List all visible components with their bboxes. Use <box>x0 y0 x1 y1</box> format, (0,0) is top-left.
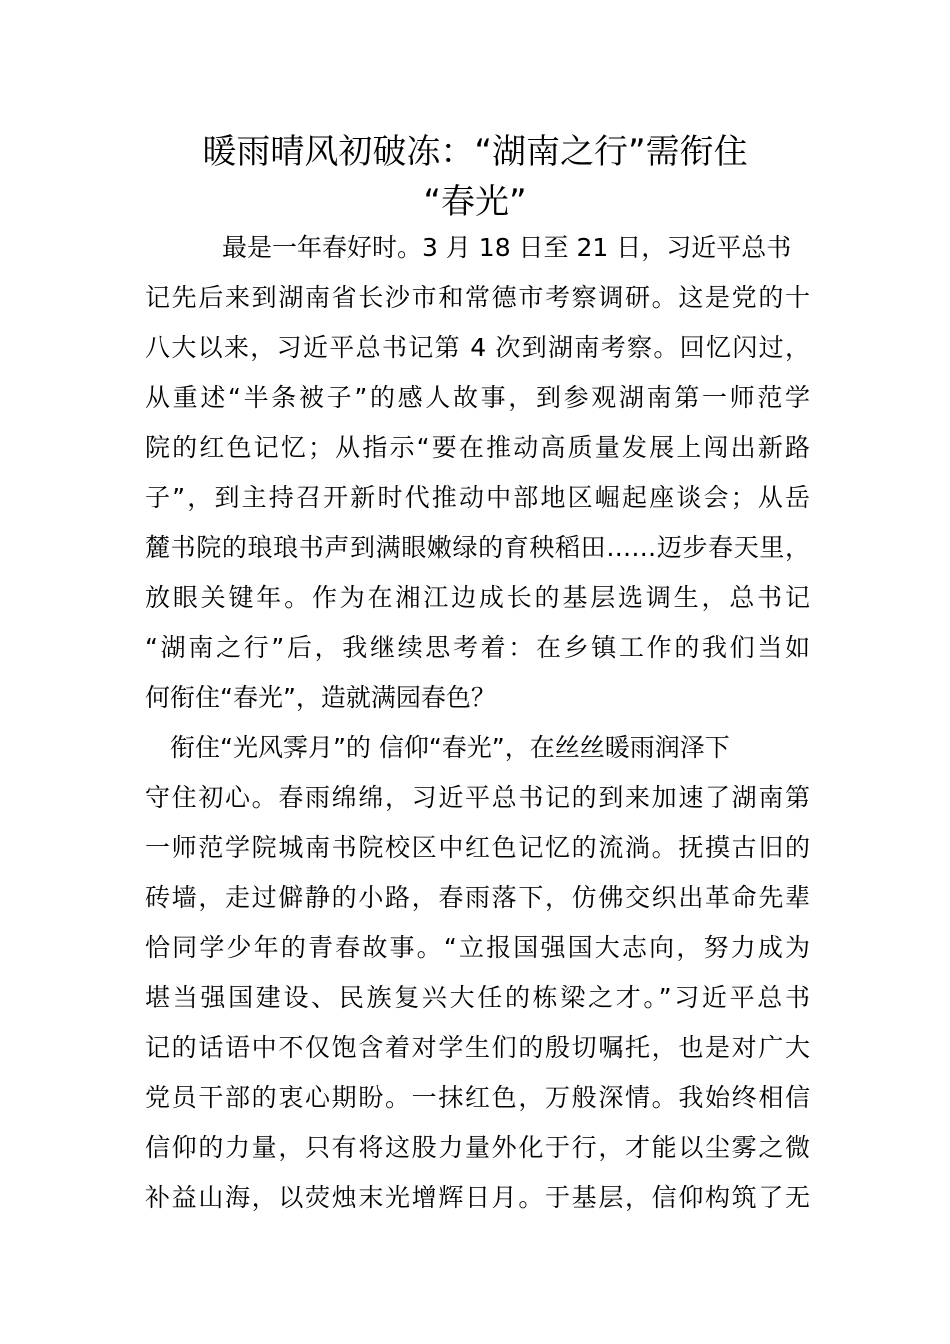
paragraph-2-line-8: 党员干部的衷心期盼。一抹红色，万般深情。我始终相信 <box>145 1083 810 1112</box>
paragraph-1-line-7: 麓书院的琅琅书声到满眼嫩绿的育秧稻田……迈步春天里， <box>145 533 810 562</box>
article-title-line-2: “春光” <box>423 182 527 222</box>
paragraph-1-line-8: 放眼关键年。作为在湘江边成长的基层选调生，总书记 <box>145 583 810 612</box>
paragraph-1-line-6: 子”，到主持召开新时代推动中部地区崛起座谈会；从岳 <box>145 483 810 512</box>
paragraph-2-line-1: 衔住“光风霁月”的 信仰“春光”，在丝丝暖雨润泽下 <box>170 733 730 762</box>
paragraph-1-line-4: 从重述“半条被子”的感人故事，到参观湖南第一师范学 <box>145 383 810 412</box>
paragraph-2-line-2: 守住初心。春雨绵绵，习近平总书记的到来加速了湖南第 <box>145 783 810 812</box>
paragraph-2-line-4: 砖墙，走过僻静的小路，春雨落下，仿佛交织出革命先辈 <box>145 883 810 912</box>
paragraph-1-line-10: 何衔住“春光”，造就满园春色？ <box>145 683 496 712</box>
paragraph-2-line-3: 一师范学院城南书院校区中红色记忆的流淌。抚摸古旧的 <box>145 833 810 862</box>
paragraph-1-line-1: 最是一年春好时。3 月 18 日至 21 日，习近平总书 <box>222 233 792 262</box>
paragraph-1-line-5: 院的红色记忆；从指示“要在推动高质量发展上闯出新路 <box>145 433 810 462</box>
paragraph-2-line-7: 记的话语中不仅饱含着对学生们的殷切嘱托，也是对广大 <box>145 1033 810 1062</box>
paragraph-1-line-9: “湖南之行”后，我继续思考着：在乡镇工作的我们当如 <box>145 633 810 662</box>
paragraph-1-line-2: 记先后来到湖南省长沙市和常德市考察调研。这是党的十 <box>145 283 810 312</box>
paragraph-2-line-6: 堪当强国建设、民族复兴大任的栋梁之才。”习近平总书 <box>145 983 810 1012</box>
paragraph-2-line-10: 补益山海，以荧烛末光增辉日月。于基层，信仰构筑了无 <box>145 1183 810 1212</box>
paragraph-2-line-5: 恰同学少年的青春故事。“立报国强国大志向，努力成为 <box>145 933 810 962</box>
article-title-line-1: 暖雨晴风初破冻：“湖南之行”需衔住 <box>202 132 748 172</box>
paragraph-2-line-9: 信仰的力量，只有将这股力量外化于行，才能以尘雾之微 <box>145 1133 810 1162</box>
paragraph-1-line-3: 八大以来，习近平总书记第 4 次到湖南考察。回忆闪过， <box>145 333 810 362</box>
